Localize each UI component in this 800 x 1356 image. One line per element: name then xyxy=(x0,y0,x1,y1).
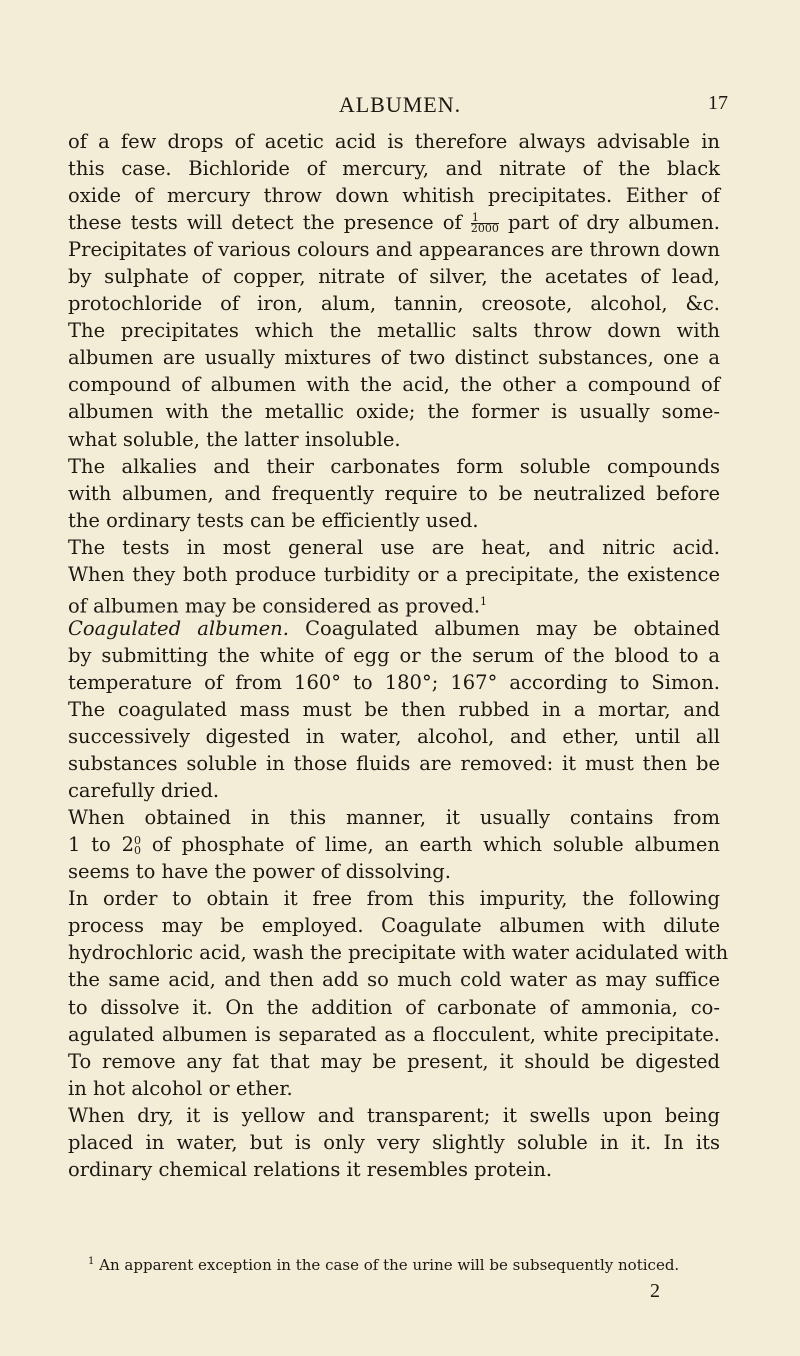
fraction-denominator: 2000 xyxy=(470,222,499,236)
text-line: the same acid, and then add so much cold water as may suffice xyxy=(68,968,720,992)
text-line: with albumen, and frequently require to be neutralized before xyxy=(68,481,720,505)
text-line: The tests in most general use are heat, and nitric acid. xyxy=(68,535,720,559)
text-line: hydrochloric acid, wash the precipitate with water acidulated with xyxy=(68,941,729,965)
text-line: this case. Bichloride of mercury, and nitrate of the black xyxy=(68,157,720,181)
text-line xyxy=(68,615,720,642)
footnote-marker: 1 xyxy=(88,1256,95,1267)
text-line: Precipitates of various colours and appearances are thrown down xyxy=(68,238,720,262)
text-fragment: 1 to 2 xyxy=(68,833,134,857)
text-line: When obtained in this manner, it usually contains from xyxy=(68,806,720,830)
text-line: To remove any fat that may be present, it should be digested xyxy=(68,1049,720,1073)
fraction xyxy=(471,213,499,234)
text-line: seems to have the power of dissolving. xyxy=(68,860,451,884)
footnote-text: An apparent exception in the case of the urine will be subsequently noticed. xyxy=(99,1256,680,1274)
text-line: process may be employed. Coagulate albumen with dilute xyxy=(68,914,720,938)
text-line: what soluble, the latter insoluble. xyxy=(68,427,401,451)
text-line: in hot alcohol or ether. xyxy=(68,1076,293,1100)
text-line: of a few drops of acetic acid is therefore always advisable in xyxy=(68,130,720,153)
text-fragment: these tests will detect the presence of xyxy=(68,211,462,235)
text-fragment: Coagulated albumen may be obtained xyxy=(305,616,720,640)
text-line: compound of albumen with the acid, the other a compound of xyxy=(68,373,720,397)
text-line: When they both produce turbidity or a precipitate, the existence xyxy=(68,562,720,586)
percent-sup: 0 xyxy=(134,833,141,847)
text-line: carefully dried. xyxy=(68,779,220,803)
text-fragment: of phosphate of lime, an earth which soluble albumen xyxy=(151,833,720,857)
text-fragment: part of dry albumen. xyxy=(507,211,720,235)
text-line xyxy=(68,831,720,858)
footnote xyxy=(88,1256,728,1274)
text-line: The alkalies and their carbonates form soluble compounds xyxy=(68,454,720,478)
text-line: oxide of mercury throw down whitish precipitates. Either of xyxy=(68,184,720,208)
text-line: placed in water, but is only very slightly soluble in it. In its xyxy=(68,1130,720,1154)
text-line: When dry, it is yellow and transparent; it swells upon being xyxy=(68,1103,720,1127)
page-title: ALBUMEN. xyxy=(338,92,462,117)
fraction-numerator: 1 xyxy=(471,213,499,224)
running-header xyxy=(60,92,740,126)
percent-sub: 0 xyxy=(134,843,141,857)
section-heading: Coagulated albumen. xyxy=(68,616,289,640)
signature-mark: 2 xyxy=(650,1280,660,1302)
text-line: temperature of from 160° to 180°; 167° according to Simon. xyxy=(68,670,720,694)
text-line: substances soluble in those fluids are removed: it must then be xyxy=(68,752,720,776)
text-line: protochloride of iron, alum, tannin, creosote, alcohol, &c. xyxy=(68,292,720,316)
page-number: 17 xyxy=(708,92,728,114)
text-line: The precipitates which the metallic salts throw down with xyxy=(68,319,720,343)
text-line: by submitting the white of egg or the serum of the blood to a xyxy=(68,643,720,667)
text-line: to dissolve it. On the addition of carbonate of ammonia, co- xyxy=(68,995,720,1019)
text-line: ordinary chemical relations it resembles protein. xyxy=(68,1157,553,1181)
text-line xyxy=(68,588,720,618)
percent-sign xyxy=(134,833,141,857)
text-line: the ordinary tests can be efficiently used. xyxy=(68,508,479,532)
text-line: by sulphate of copper, nitrate of silver, the acetates of lead, xyxy=(68,265,720,289)
text-line: successively digested in water, alcohol, and ether, until all xyxy=(68,725,720,749)
footnote-reference: 1 xyxy=(480,594,488,608)
text-line: The coagulated mass must be then rubbed in a mortar, and xyxy=(68,697,720,721)
body-text xyxy=(68,128,729,1183)
text-line: agulated albumen is separated as a flocculent, white precipitate. xyxy=(68,1022,720,1046)
text-fragment: of albumen may be considered as proved. xyxy=(68,594,481,618)
text-line: albumen with the metallic oxide; the former is usually some- xyxy=(68,400,720,424)
text-line xyxy=(68,209,720,236)
text-line: albumen are usually mixtures of two distinct substances, one a xyxy=(68,346,720,370)
text-line: In order to obtain it free from this impurity, the following xyxy=(68,887,720,911)
